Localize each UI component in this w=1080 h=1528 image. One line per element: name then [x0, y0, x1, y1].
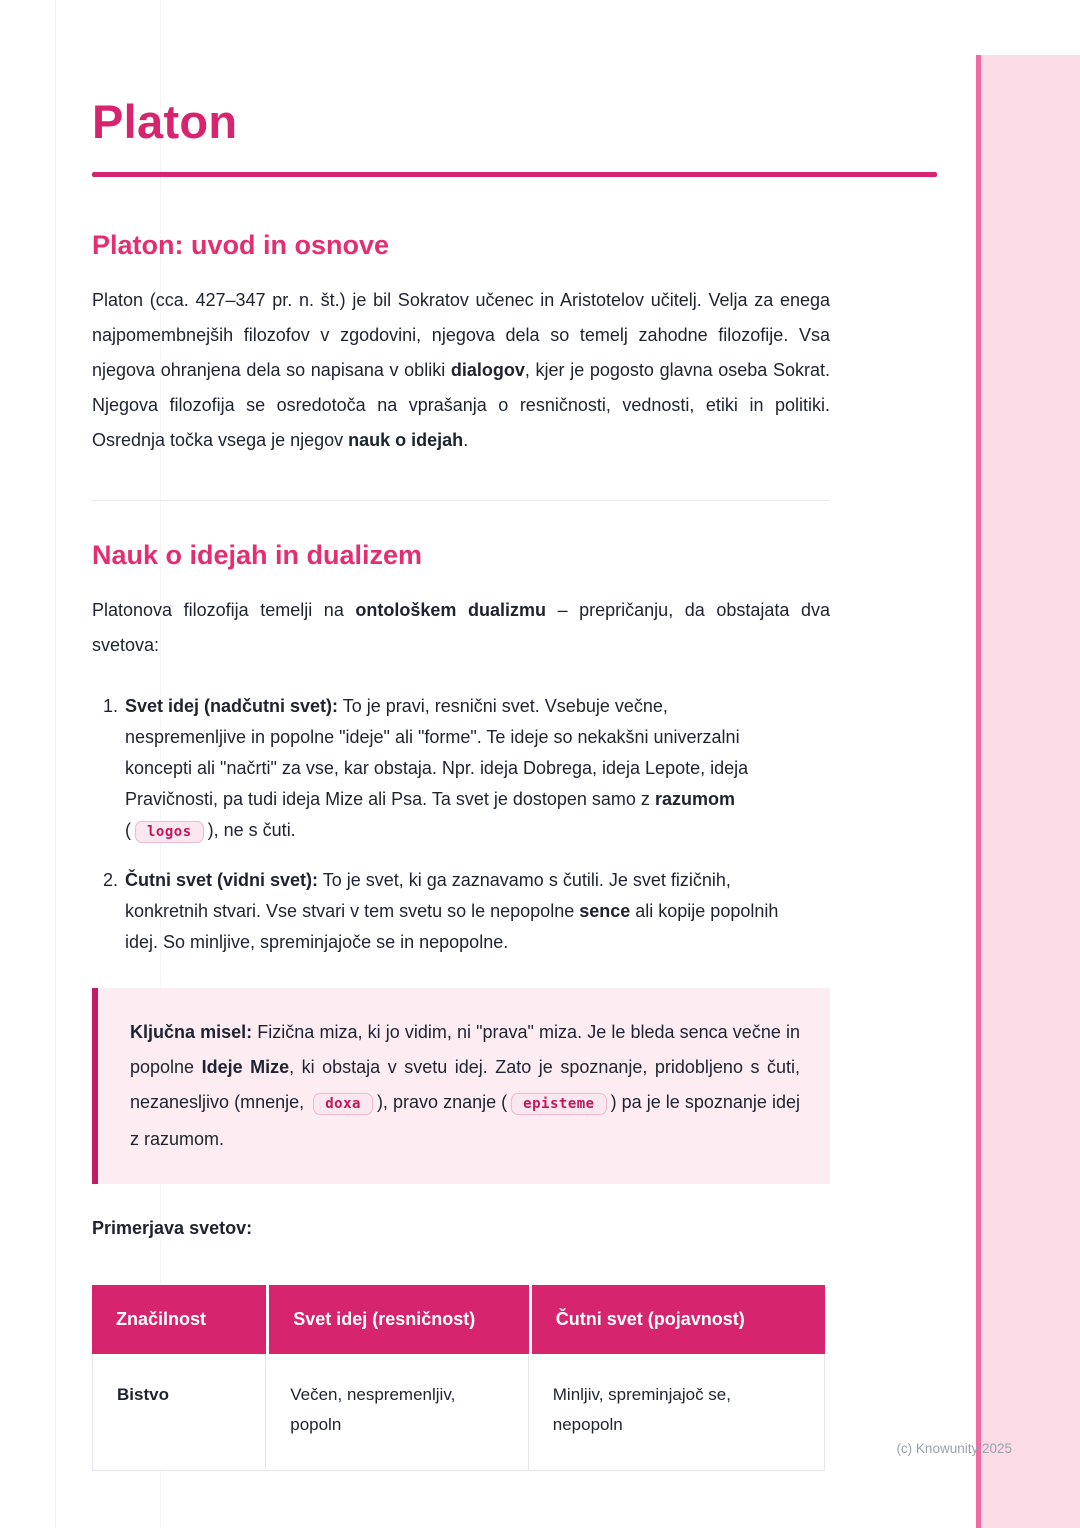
text-run: ) pa je le spoznanje idej z razumom.	[130, 1092, 801, 1149]
section-heading-dualism: Nauk o idejah in dualizem	[92, 540, 423, 570]
table-header-row	[92, 1285, 825, 1354]
worlds-numbered-list	[92, 691, 830, 958]
key-idea-callout	[92, 988, 830, 1184]
list-item-text	[125, 691, 787, 848]
text-run: – prepričanju, da obstajata dva svetova:	[92, 600, 830, 655]
text-run: , ki obstaja v svetu idej. Zato je spoznanje, pridobljeno s čuti, nezanesljivo (mnenje,	[130, 1057, 800, 1112]
list-item-sensory-world	[92, 865, 830, 958]
table-header-cell-sensory-world: Čutni svet (pojavnost)	[529, 1285, 825, 1354]
inline-code-chip: logos	[135, 821, 204, 843]
text-run: To je svet, ki ga zaznavamo s čutili. Je svet fizičnih, konkretnih stvari. Vse stvari v tem svetu so le nepopolne	[125, 870, 731, 921]
inline-code-chip: episteme	[511, 1093, 606, 1115]
text-run: ), ne s čuti.	[207, 820, 296, 840]
text-run: Platon (cca. 427–347 pr. n. št.) je bil Sokratov učenec in Aristotelov učitelj. Velja za enega najpomembnejših filozofov v zgodovini, njegova dela so temelj zahodne filozofije. Vsa njegova ohranjena dela so napisana v obliki	[92, 290, 830, 380]
bold-text-run: sence	[579, 901, 631, 921]
decorative-side-band	[976, 55, 1080, 1528]
table-header-cell-characteristic: Značilnost	[92, 1285, 266, 1354]
dualism-intro-paragraph	[92, 593, 830, 663]
text-run: Fizična miza, ki jo vidim, ni "prava" miza. Je le bleda senca večne in popolne	[130, 1022, 800, 1077]
section-divider	[92, 500, 830, 501]
page-edge-line	[55, 0, 56, 1528]
section-heading-intro: Platon: uvod in osnove	[92, 230, 390, 260]
list-item-ideal-world	[92, 691, 830, 848]
text-run: To je pravi, resnični svet. Vsebuje večne, nespremenljive in popolne "ideje" ali "forme". Te ideje so nekakšni univerzalni koncepti ali "načrti" za vse, kar obstaja. Npr. ideja Dobrega, ideja Lepote, ideja Pravičnosti, pa tudi ideja Mize ali Psa. Ta svet je dostopen samo z	[125, 696, 749, 809]
table-cell-essence-label: Bistvo	[92, 1354, 266, 1471]
list-item-number: 1.	[103, 696, 119, 716]
bold-text-run: ontološkem dualizmu	[355, 600, 546, 620]
title-rule	[92, 172, 937, 177]
bold-text-run: razumom	[654, 789, 735, 809]
document-content	[92, 0, 830, 1471]
inline-code-chip: doxa	[313, 1093, 373, 1115]
text-run: (	[125, 820, 131, 840]
table-cell-sensory-essence: Minljiv, spreminjajoč se, nepopoln	[529, 1354, 825, 1471]
intro-paragraph	[92, 283, 830, 458]
bold-text-run: Ključna misel:	[130, 1022, 253, 1042]
bold-text-run: Čutni svet (vidni svet):	[125, 870, 319, 890]
bold-text-run: Ideje Mize	[201, 1057, 290, 1077]
page-title: Platon	[92, 95, 238, 148]
list-item-number: 2.	[103, 870, 119, 890]
text-run: .	[463, 430, 469, 450]
list-item-text	[125, 865, 815, 958]
footer-credit: (c) Knowunity 2025	[896, 1441, 1012, 1456]
bold-text-run: Svet idej (nadčutni svet):	[125, 696, 339, 716]
comparison-label: Primerjava svetov:	[92, 1218, 253, 1238]
text-run: ), pravo znanje (	[376, 1092, 508, 1112]
table-header-cell-world-of-ideas: Svet idej (resničnost)	[266, 1285, 529, 1354]
text-run: Platonova filozofija temelji na	[92, 600, 356, 620]
comparison-table	[92, 1285, 825, 1471]
text-run: , kjer je pogosto glavna oseba Sokrat. Njegova filozofija se osredotoča na vprašanja o resničnosti, vednosti, etiki in politiki. Osrednja točka vsega je njegov	[92, 360, 830, 450]
text-run: ali kopije popolnih idej. So minljive, spreminjajoče se in nepopolne.	[125, 901, 779, 952]
bold-text-run: dialogov	[450, 360, 525, 380]
callout-text	[130, 1015, 800, 1157]
bold-text-run: nauk o idejah	[348, 430, 464, 450]
table-cell-ideas-essence: Večen, nespremenljiv, popoln	[266, 1354, 529, 1471]
table-row	[92, 1354, 825, 1471]
